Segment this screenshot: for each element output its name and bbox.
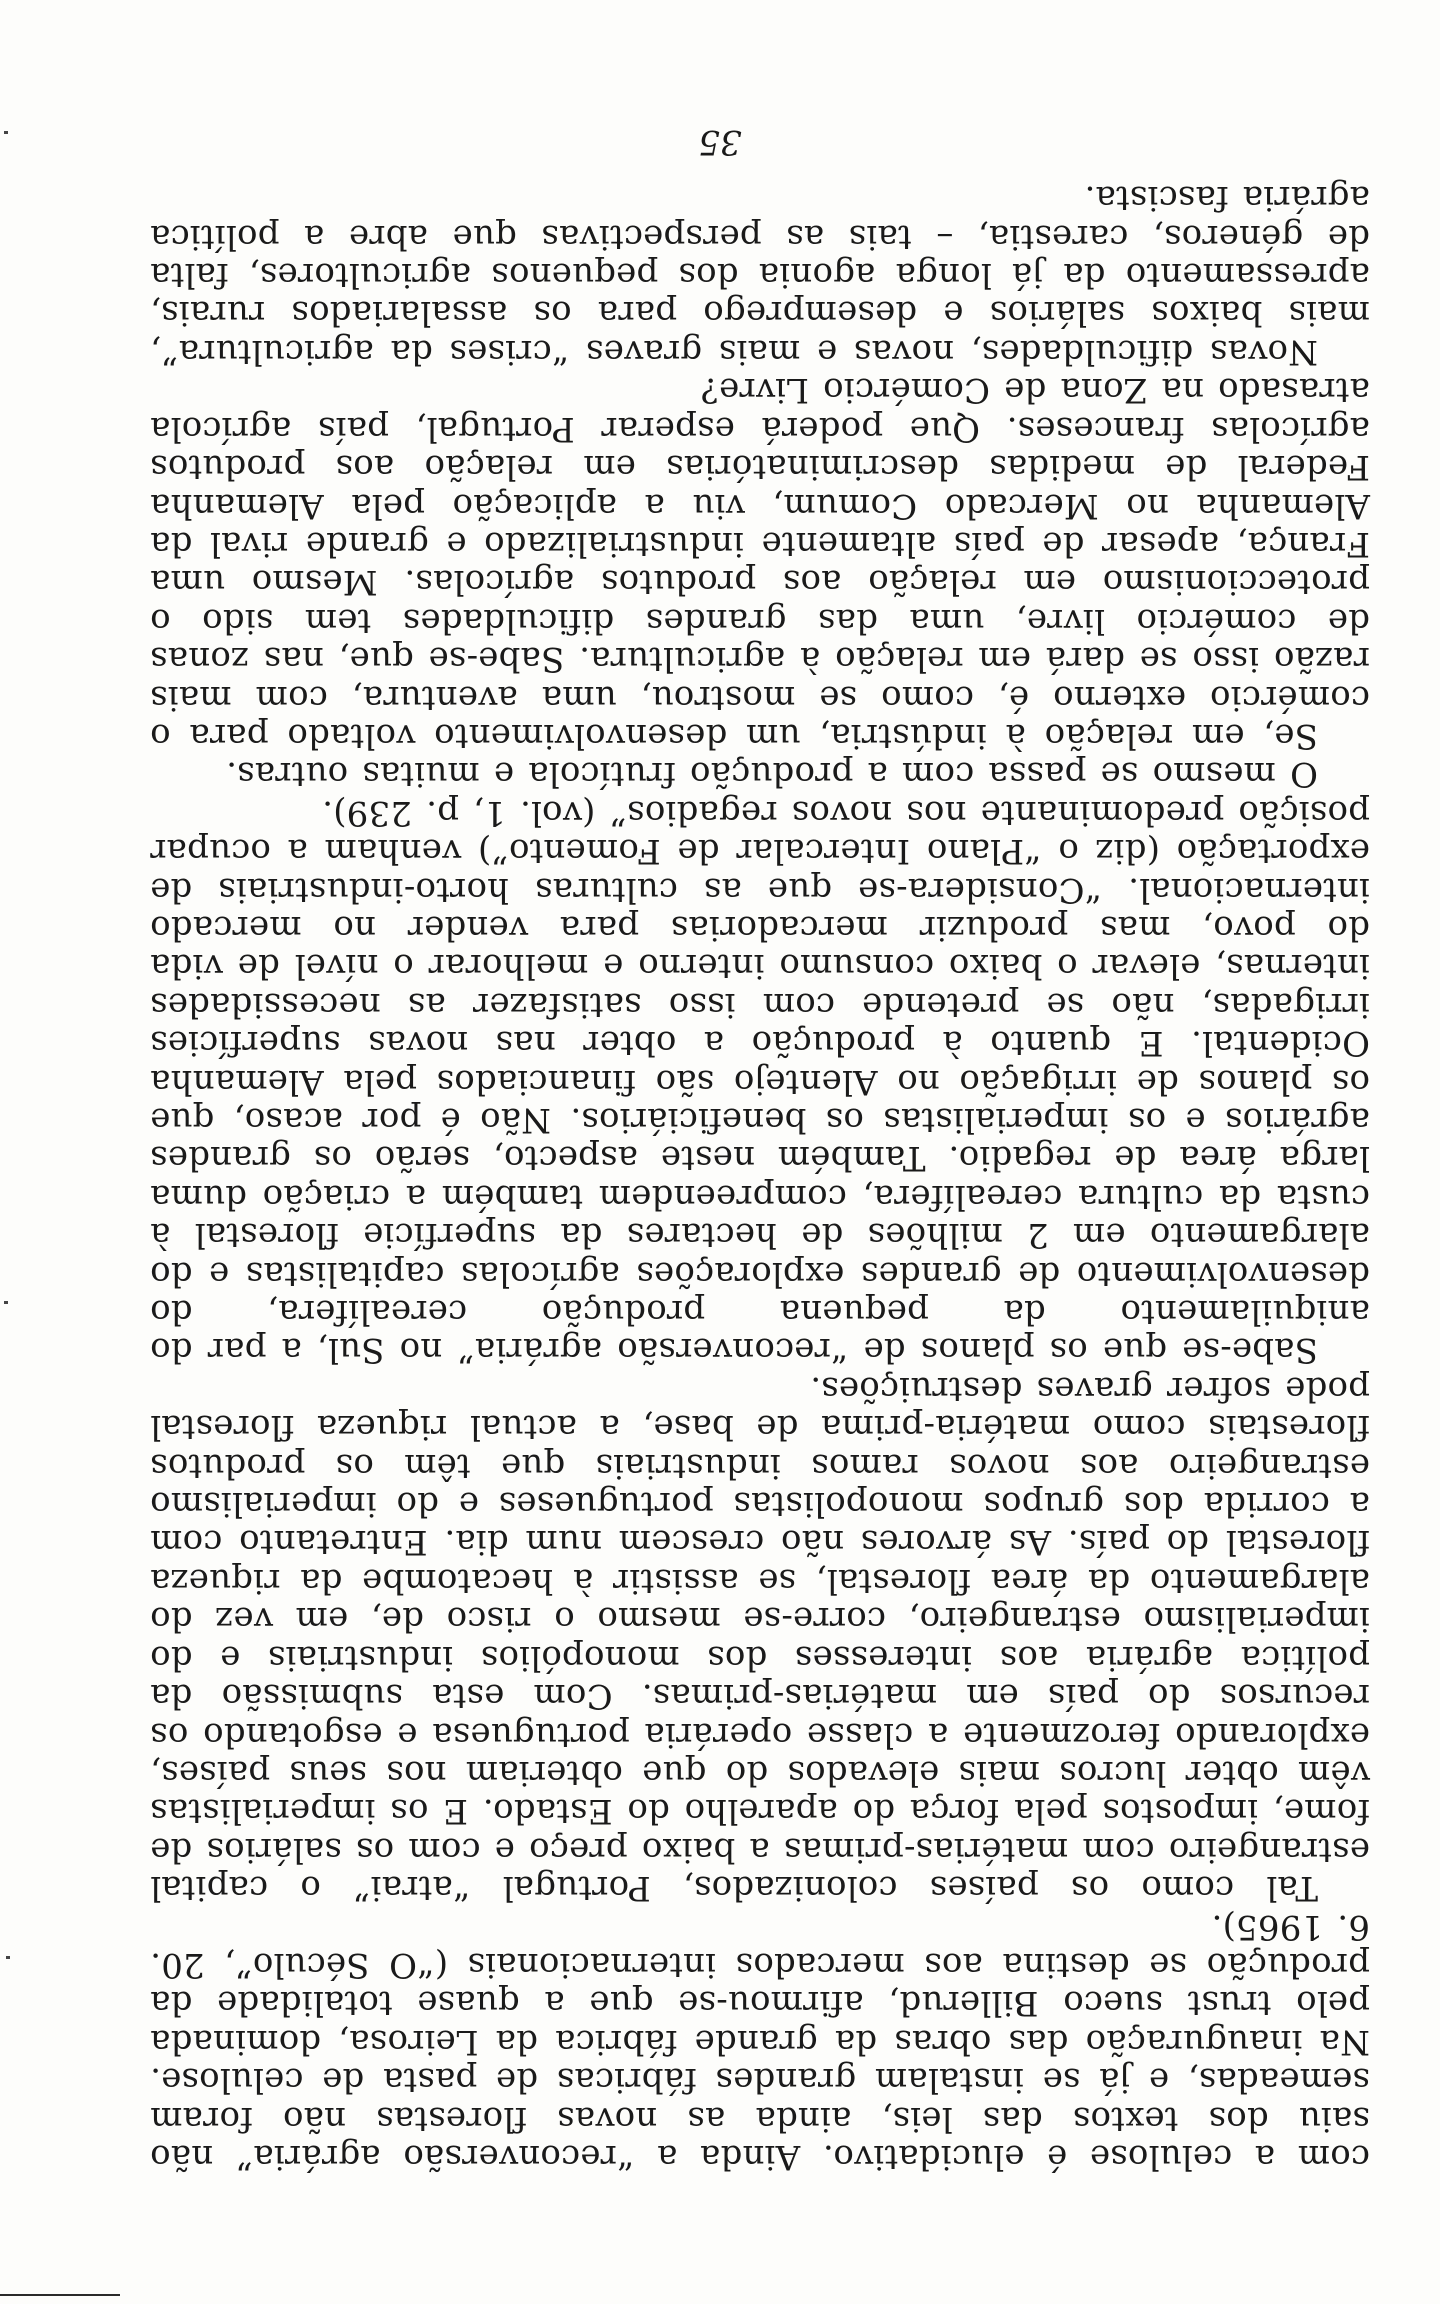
paragraph-celulose: com a celulose é elucidativo. Ainda a “reconversão agrária” não saiu dos textos das leis, ainda as novas florestas não foram semeadas, e já se instalam grandes fábricas de pasta de celulose. Na inauguração das obras da grande fábrica da Leirosa, dominada pelo trust sueco Billerud, afirmou-se que a quase totalidade da produção se destina aos mercados internacionais (“O Século”, 20. 6. 1965). (150, 1906, 1370, 2177)
paragraph-producao-fruticola: O mesmo se passa com a produção frutícola e muitas outras. (225, 754, 1318, 795)
scan-edge-mark (4, 1301, 8, 1304)
page-number: 35 (698, 122, 742, 162)
paragraph-reconversao-agraria: Sabe-se que os planos de “reconversão agrária” no Sul, a par do aniquilamento da pequena produção cerealífera, do desenvolvimento de grandes explorações agrícolas capitalistas e do alargamento em 2 milhões de hectares da superfície florestal à custa da cultura cerealífera, compreendem também a criação duma larga área de regadio. Também neste aspecto, serão os grandes agrários e os imperialistas os beneficiários. Não é por acaso, que os planos de irrigação no Alentejo são financiados pela Alemanha Ocidental. E quanto à produção a obter nas novas superfícies irrigadas, não se pretende com isso satisfazer as necessidades internas, elevar o baixo consumo interno e melhorar o nível de vida do povo, mas produzir mercadorias para vender no mercado internacional. “Considera-se que as culturas horto-industriais de exportação (diz o “Plano Intercalar de Fomento”) venham a ocupar posição predominante nos novos regadios” (vol. 1, p. 239). (150, 792, 1370, 1371)
scan-edge-line (0, 2294, 120, 2296)
scan-edge-mark (6, 1956, 10, 1959)
paragraph-capital-estrangeiro: Tal como os países colonizados, Portugal “atrai” o capital estrangeiro com matérias-primas a baixo preço e com os salários de fome, impostos pela força do aparelho do Estado. E os imperialistas vêm obter lucros mais elevados do que obteriam nos seus países, explorando ferozmente a classe operária portuguesa e esgotando os recursos do país em matérias-primas. Com esta submissão da política agrária aos interesses dos monopólios industriais e do imperialismo estrangeiro, corre-se mesmo o risco de, em vez do alargamento da área florestal, se assistir à hecatombe da riqueza florestal do país. As árvores não crescem num dia. Entretanto com a corrida dos grupos monopolistas portugueses e do imperialismo estrangeiro aos novos ramos industriais que têm os produtos florestais como matéria-prima de base, a actual riqueza florestal pode sofrer graves destruições. (150, 1368, 1370, 1909)
scan-edge-mark (4, 131, 8, 134)
paragraph-novas-dificuldades: Novas dificuldades, novas e mais graves “crises da agricultura”, mais baixos salários e desemprego para os assalariados rurais, apressamento da já longa agonia dos pequenos agricultores, falta de géneros, carestia, – tais as perspectivas que abre a política agrária fascista. (150, 178, 1370, 372)
paragraph-comercio-externo: Se, em relação à indústria, um desenvolvimento voltado para o comércio externo é, como se mostrou, uma aventura, com mais razão isso se dará em relação à agricultura. Sabe-se que, nas zonas de comércio livre, uma das grandes dificuldades tem sido o proteccionismo em relação aos produtos agrícolas. Mesmo uma França, apesar de país altamente industrializado e grande rival da Alemanha no Mercado Comum, viu a aplicação pela Alemanha Federal de medidas descriminatórias em relação aos produtos agrícolas franceses. Que poderá esperar Portugal, país agrícola atrasado na Zona de Comércio Livre? (150, 370, 1370, 756)
body-text (150, 179, 1370, 2176)
